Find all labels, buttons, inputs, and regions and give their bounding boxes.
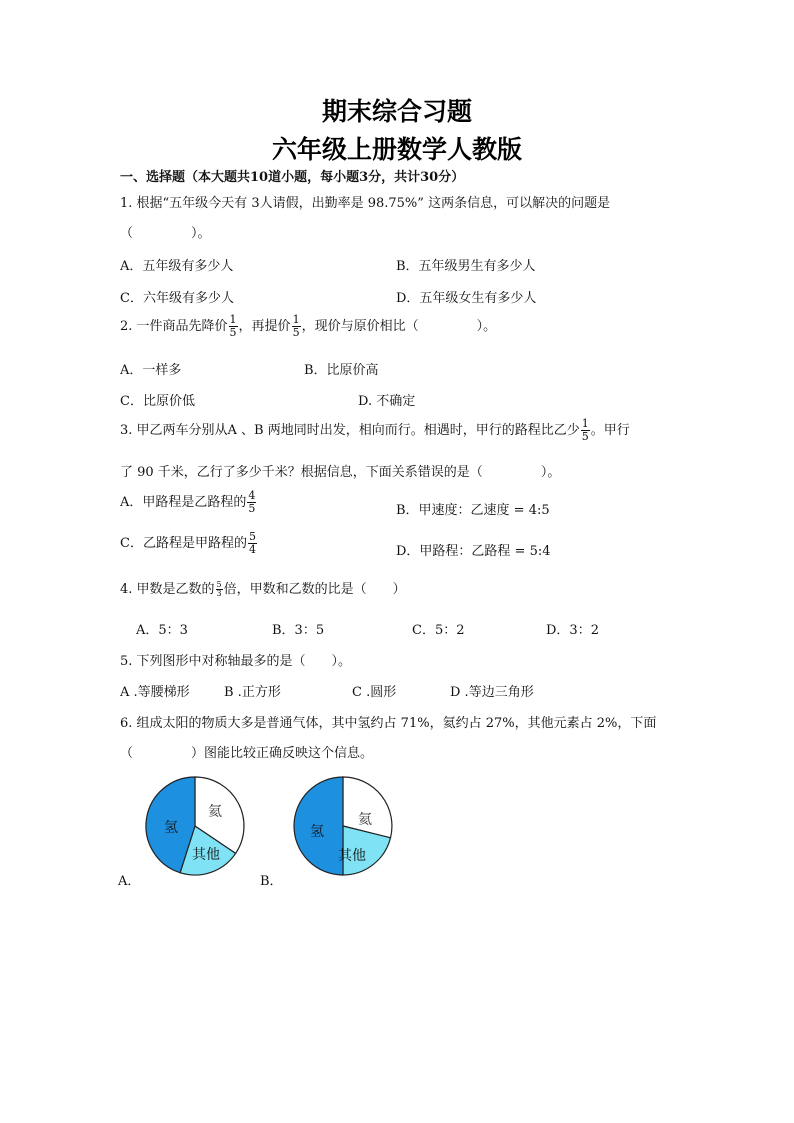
question-2-text: 2. 一件商品先降价 $\frac{1}{5}$ ，再提价 $\frac{1}{5}$ ，现价与原价相比（ ）。: [120, 313, 497, 339]
question-3-text-line2: 了 90 千米，乙行了多少千米？根据信息，下面关系错误的是（ ）。: [120, 465, 561, 480]
pie-b-hydrogen-label: 氢: [310, 824, 324, 840]
q5-option-a: A .等腰梯形: [120, 685, 190, 700]
q3-option-c: C．乙路程是甲路程的 $\frac{5}{4}$: [120, 530, 256, 556]
fraction: $\frac{1}{5}$: [229, 313, 237, 339]
pie-a-hydrogen-label: 氢: [164, 820, 178, 836]
q3-option-d: D．甲路程：乙路程 = 5:4: [396, 544, 551, 559]
question-3-text: 3. 甲乙两车分别从A 、B 两地同时出发，相向而行。相遇时，甲行的路程比乙少 $\frac{1}{5}$ 。甲行: [120, 417, 630, 443]
q1-option-b: B．五年级男生有多少人: [396, 259, 536, 274]
question-1-blank: （ ）。: [120, 226, 211, 241]
question-6-blank: （ ）图能比较正确反映这个信息。: [120, 746, 374, 761]
pie-a-helium-label: 氦: [208, 804, 222, 820]
fraction: $\frac{5}{3}$: [216, 580, 222, 598]
q4-option-d: D．3：2: [546, 623, 599, 638]
q5-option-b: B .正方形: [224, 685, 281, 700]
q1-option-d: D．五年级女生有多少人: [396, 291, 537, 306]
fraction: $\frac{1}{5}$: [581, 417, 589, 443]
question-4-text: 4. 甲数是乙数的 $\frac{5}{3}$ 倍，甲数和乙数的比是（ ）: [120, 580, 406, 598]
q1-option-c: C．六年级有多少人: [120, 291, 234, 306]
pie-b-helium-label: 氦: [358, 812, 372, 828]
pie-chart-a: [140, 774, 250, 880]
q6-option-a: A．: [118, 874, 141, 889]
q6-option-b: B．: [260, 874, 283, 889]
q2-option-b: B．比原价高: [304, 363, 379, 378]
q3-option-b: B．甲速度：乙速度 = 4:5: [396, 503, 550, 518]
question-1-text: 1. 根据“五年级今天有 3人请假，出勤率是 98.75%” 这两条信息，可以解决的问题是: [120, 196, 611, 211]
page-title: 期末综合习题: [321, 97, 472, 126]
page-subtitle: 六年级上册数学人教版: [271, 135, 522, 164]
q4-option-a: A．5：3: [136, 623, 188, 638]
q2-option-a: A．一样多: [120, 363, 182, 378]
question-5-text: 5. 下列图形中对称轴最多的是（ ）。: [120, 654, 352, 669]
section-heading: 一、选择题（本大题共10道小题，每小题3分，共计30分）: [120, 170, 465, 185]
q3-option-a: A．甲路程是乙路程的 $\frac{4}{5}$: [120, 489, 256, 515]
q1-option-a: A．五年级有多少人: [120, 259, 234, 274]
pie-b-other-label: 其他: [338, 848, 366, 864]
q2-option-d: D. 不确定: [358, 394, 416, 409]
fraction: $\frac{1}{5}$: [292, 313, 300, 339]
pie-a-other-label: 其他: [192, 847, 220, 863]
q4-option-c: C．5：2: [412, 623, 465, 638]
fraction: $\frac{5}{4}$: [248, 530, 256, 556]
q4-option-b: B．3：5: [272, 623, 325, 638]
q5-option-c: C .圆形: [352, 685, 397, 700]
question-6-text: 6. 组成太阳的物质大多是普通气体，其中氢约占 71%，氦约占 27%，其他元素占 2%，下面: [120, 716, 657, 731]
pie-chart-b: [288, 774, 398, 880]
q2-option-c: C．比原价低: [120, 394, 195, 409]
fraction: $\frac{4}{5}$: [248, 489, 256, 515]
q5-option-d: D .等边三角形: [450, 685, 534, 700]
